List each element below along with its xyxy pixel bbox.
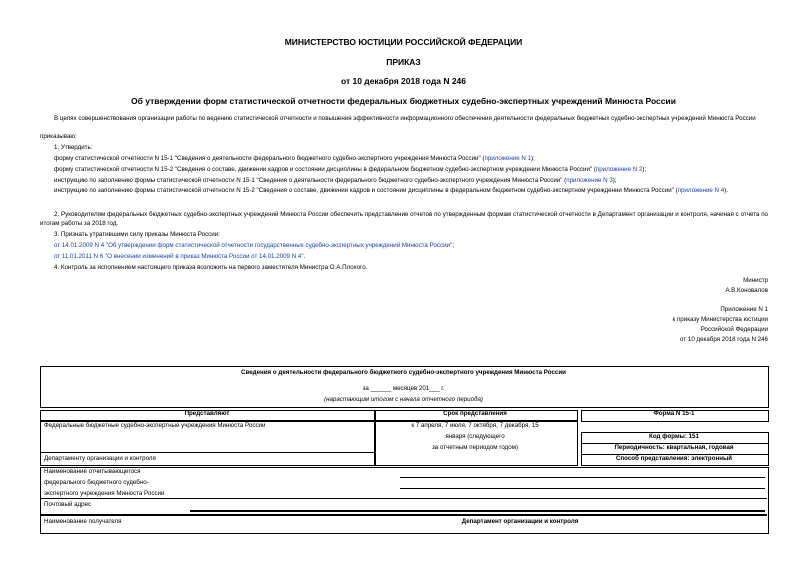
- deadline-line-2: января (следующего: [445, 433, 505, 440]
- doc-type-heading: ПРИКАЗ: [386, 57, 421, 67]
- item-1d-end: ).: [724, 187, 728, 194]
- doc-title: Об утверждении форм статистической отчетности федеральных бюджетных судебно-экспертных учреждений Минюста России: [131, 96, 676, 106]
- doc-date-number: от 10 декабря 2018 года N 246: [340, 76, 467, 86]
- signature-position: Министр: [743, 277, 768, 284]
- col-form-label: Форма N 15-1: [653, 410, 695, 417]
- item-1d-text: инструкцию по заполнению формы статистической отчетности N 15-2 "Сведения о составе, движении кадров и состоянии дисциплины в федеральном бюджетном судебно-экспертном учреждении Минюста России" (: [54, 187, 678, 194]
- appendix-line-2: к приказу Министерства юстиции: [672, 316, 768, 323]
- item-1c-text: инструкцию по заполнению формы статистической отчетности N 15-1 "Сведения о деятельности федерального бюджетного судебно-экспертного учреждения Минюста России" (: [54, 177, 567, 184]
- item-1d: [40, 186, 768, 195]
- submitter-1: Федеральные бюджетные судебно-экспертные учреждения Минюста России: [44, 422, 266, 429]
- repealed-order-1-link[interactable]: от 14.01.2009 N 4 "Об утверждении форм статистической отчетности государственных судебно-экспертных учреждений Минюста России": [54, 242, 453, 249]
- item-1a: [54, 155, 535, 163]
- form-code: Код формы: 151: [649, 433, 699, 440]
- item-3b-end: .: [303, 253, 306, 260]
- repealed-order-2-link[interactable]: от 11.01.2011 N 6 "О внесении изменений в приказ Минюста России от 14.01.2009 N 4": [54, 253, 304, 260]
- form-title: Сведения о деятельности федерального бюджетного судебно-экспертного учреждения Минюста России: [241, 369, 566, 376]
- org-fill-line-1: [400, 477, 765, 478]
- org-label-2: федерального бюджетного судебно-: [44, 479, 149, 486]
- org-divider: [40, 498, 767, 499]
- appendix-line-4: от 10 декабря 2018 года N 246: [680, 336, 768, 343]
- appendix-1-link[interactable]: приложение N 1: [484, 155, 532, 162]
- recipient-value: Департамент организации и контроля: [461, 518, 579, 525]
- col-submit-label: Представляют: [184, 410, 230, 417]
- appendix-line-3: Российской Федерации: [700, 326, 768, 333]
- item-1b-text: форму статистической отчетности N 15-2 "Сведения о составе, движении кадров и состоянии дисциплины в федеральном бюджетном судебно-экспертном учреждении Минюста России" (: [54, 166, 596, 173]
- item-1c: [54, 177, 617, 185]
- appendix-4-link[interactable]: приложение N 4: [677, 187, 725, 194]
- deadline-line-3: за отчетным периодом годом): [431, 444, 519, 451]
- appendix-3-link[interactable]: приложение N 3: [566, 177, 613, 184]
- item-3b: [54, 253, 305, 261]
- org-fill-line-2: [400, 488, 765, 489]
- item-1b-end: );: [642, 166, 647, 173]
- periodicity: Периодичность: квартальная, годовая: [614, 444, 734, 451]
- item-1a-end: );: [531, 155, 535, 162]
- postal-divider: [40, 514, 767, 516]
- item-1c-end: );: [612, 177, 617, 184]
- form-period-note: (нарастающим итогом с начала отчетного периода): [324, 396, 483, 403]
- item-3: 3. Признать утратившими силу приказы Минюста России:: [54, 231, 220, 238]
- form-period: за ______ месяцев 201___ г.: [362, 385, 445, 392]
- item-1: 1. Утвердить:: [54, 144, 93, 151]
- item-2: 2. Руководителям федеральных бюджетных судебно-экспертных учреждений Минюста России обеспечить представление отчетов по утвержденным формам статистической отчетности в Департамент организации и контроля, начиная с отчета по итогам работы за 2018 год.: [40, 211, 768, 227]
- signature-name: А.В.Коновалов: [725, 287, 768, 294]
- item-3a: [54, 242, 454, 250]
- org-label-1: Наименование отчитывающегося: [44, 468, 141, 475]
- item-1b: [54, 166, 646, 174]
- item-3a-end: ;: [452, 242, 454, 249]
- item-4: 4. Контроль за исполнением настоящего приказа возложить на первого заместителя Министра О.А.Плохого.: [54, 264, 368, 271]
- intro-paragraph: В целях совершенствования организации работы по ведению статистической отчетности и повышения эффективности информационного обеспечения деятельности федеральных бюджетных судебно-экспертных учреждений Минюста России: [54, 115, 756, 122]
- ministry-heading: МИНИСТЕРСТВО ЮСТИЦИИ РОССИЙСКОЙ ФЕДЕРАЦИИ: [284, 37, 523, 47]
- submission-method: Способ представления: электронный: [615, 455, 733, 462]
- recipient-label: Наименование получателя: [44, 518, 122, 525]
- intro-order: приказываю:: [40, 133, 77, 140]
- submitter-2: Департаменту организации и контроля: [44, 455, 156, 462]
- item-1a-text: форму статистической отчетности N 15-1 "Сведения о деятельности федерального бюджетного судебно-экспертного учреждения Минюста России" (: [54, 155, 485, 162]
- deadline-line-1: к 7 апреля, 7 июля, 7 октября, 7 декабря, 15: [411, 422, 539, 429]
- postal-address-label: Почтовый адрес: [44, 501, 92, 508]
- appendix-2-link[interactable]: приложение N 2: [595, 166, 643, 173]
- divider: [40, 452, 374, 453]
- postal-fill-line: [190, 510, 765, 512]
- col-deadline-label: Срок представления: [443, 410, 507, 417]
- org-label-3: экспертного учреждения Минюста России: [44, 490, 165, 497]
- appendix-line-1: Приложение N 1: [720, 306, 768, 313]
